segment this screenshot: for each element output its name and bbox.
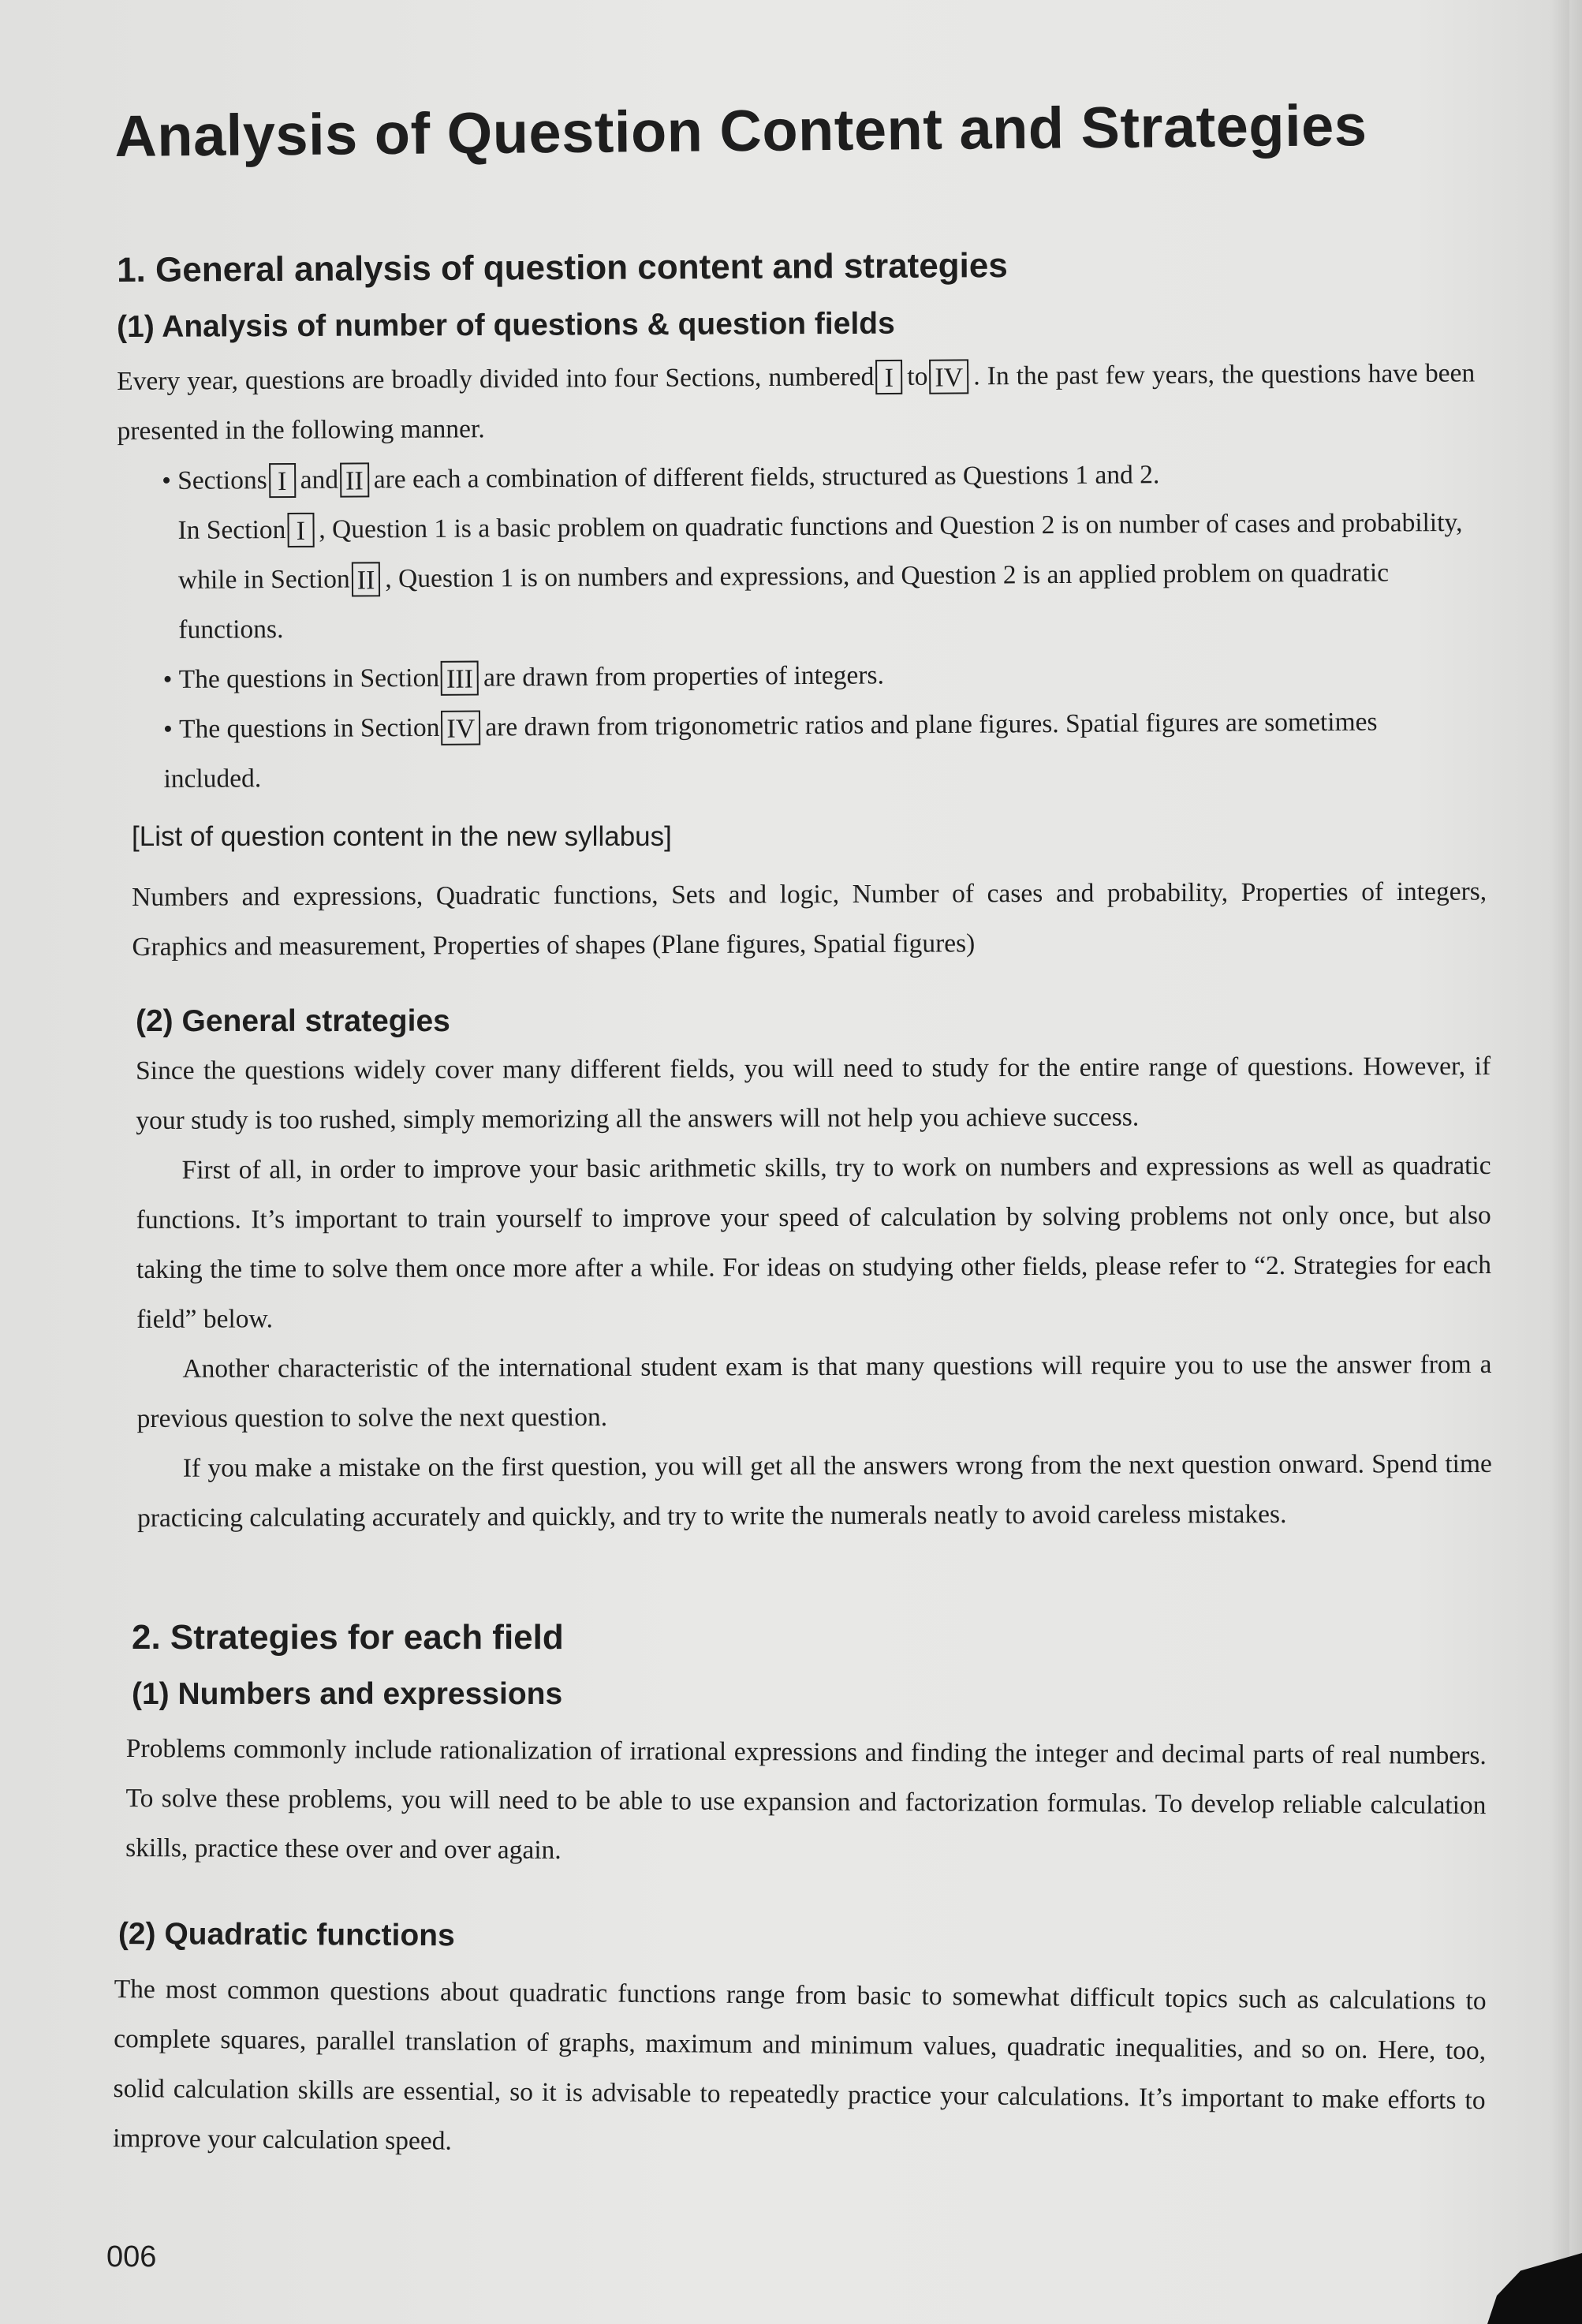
- intro-to: to: [907, 361, 928, 391]
- paragraph: Since the questions widely cover many different fields, you will need to study for the entire range of questions. However, if your study is too rushed, simply memorizing all the answers will not help you achieve success.: [136, 1052, 1491, 1135]
- list-item: [162, 448, 1476, 655]
- bullet-text: are drawn from properties of integers.: [483, 660, 884, 693]
- bullet-text: are each a combination of different fields, structured as Questions 1 and 2.: [373, 460, 1160, 495]
- page-number: 006: [106, 2240, 157, 2274]
- section-box-II: II: [340, 463, 369, 498]
- bullet-text: In Section: [177, 515, 286, 545]
- section-box-III: III: [441, 661, 479, 696]
- page-gutter-shadow: [1550, 0, 1582, 2324]
- numbers-expressions-body: [125, 1724, 1487, 1880]
- bullet-icon: •: [162, 465, 172, 495]
- section-box-I: I: [287, 513, 314, 547]
- bullet-text: Sections: [177, 465, 267, 495]
- paragraph: Problems commonly include rationalization of irrational expressions and finding the integer and decimal parts of real numbers. To solve these problems, you will need to be able to use expansion and factorization formulas. To develop reliable calculation skills, practice these over and over again.: [125, 1733, 1487, 1865]
- section-2-heading: 2. Strategies for each field: [132, 1618, 564, 1657]
- bullet-text: and: [300, 465, 339, 495]
- paragraph: First of all, in order to improve your basic arithmetic skills, try to work on numbers and expressions as well as quadratic functions. It’s important to train yourself to improve your speed of calculation by solving problems not only once, but also taking the time to solve them once more after a while. For ideas on studying other fields, please refer to “2. Strategies for each field” below.: [136, 1151, 1492, 1334]
- section-2-sub-1-heading: (1) Numbers and expressions: [132, 1677, 563, 1711]
- syllabus-list-body: Numbers and expressions, Quadratic functions, Sets and logic, Number of cases and probability, Properties of integers, Graphics and measurement, Properties of shapes (Plane figures, Spatial figures): [132, 876, 1487, 962]
- general-strategies-body: [136, 1041, 1492, 1543]
- bullet-text: are drawn from trigonometric ratios and plane figures. Spatial figures are sometimes included.: [163, 707, 1378, 794]
- bullet-icon: •: [163, 714, 173, 744]
- section-box-IV: IV: [441, 711, 480, 745]
- bullet-text: , Question 1 is a basic problem on quadratic functions and Question 2 is on number of cases and probability, while in Section: [177, 507, 1463, 595]
- section-2-sub-2-heading: (2) Quadratic functions: [118, 1917, 455, 1953]
- quadratic-functions-body: [113, 1964, 1487, 2175]
- paragraph: Another characteristic of the international student exam is that many questions will require you to use the answer from a previous question to solve the next question.: [136, 1350, 1492, 1433]
- section-box-I: I: [875, 360, 902, 394]
- syllabus-list-text: [132, 867, 1487, 972]
- page-title: Analysis of Question Content and Strategies: [114, 92, 1367, 169]
- section-breakdown-list: [162, 448, 1477, 804]
- bullet-text: The questions in Section: [179, 712, 440, 744]
- bullet-text: The questions in Section: [178, 663, 440, 694]
- paragraph: If you make a mistake on the first question, you will get all the answers wrong from the next question onward. Spend time practicing calculating accurately and quickly, and try to write the numerals neatly to avoid careless mistakes.: [137, 1448, 1492, 1533]
- syllabus-list-heading: [List of question content in the new syllabus]: [132, 821, 672, 852]
- list-item: [163, 697, 1477, 804]
- section-1-intro: [117, 348, 1476, 456]
- section-box-I: I: [269, 463, 296, 498]
- section-1-sub-2-heading: (2) General strategies: [136, 1004, 450, 1038]
- intro-text-b: . In the past few years, the questions have been presented in the following manner.: [117, 358, 1476, 446]
- bullet-icon: •: [162, 664, 173, 694]
- section-box-II: II: [352, 562, 381, 597]
- paragraph: The most common questions about quadratic functions range from basic to somewhat difficult topics such as calculations to complete squares, parallel translation of graphs, maximum and minimum values, quadratic inequalities, and so on. Here, too, solid calculation skills are essential, so it is advisable to repeatedly practice your calculations. It’s important to make efforts to improve your calculation speed.: [112, 1974, 1487, 2156]
- section-1-sub-1-heading: (1) Analysis of number of questions & question fields: [117, 306, 895, 344]
- intro-text-a: Every year, questions are broadly divided into four Sections, numbered: [117, 362, 875, 396]
- section-1-heading: 1. General analysis of question content and strategies: [117, 246, 1008, 290]
- section-box-IV: IV: [929, 360, 968, 394]
- list-item: [163, 647, 1476, 704]
- bullet-text: , Question 1 is on numbers and expressions, and Question 2 is an applied problem on quadratic functions.: [178, 558, 1390, 645]
